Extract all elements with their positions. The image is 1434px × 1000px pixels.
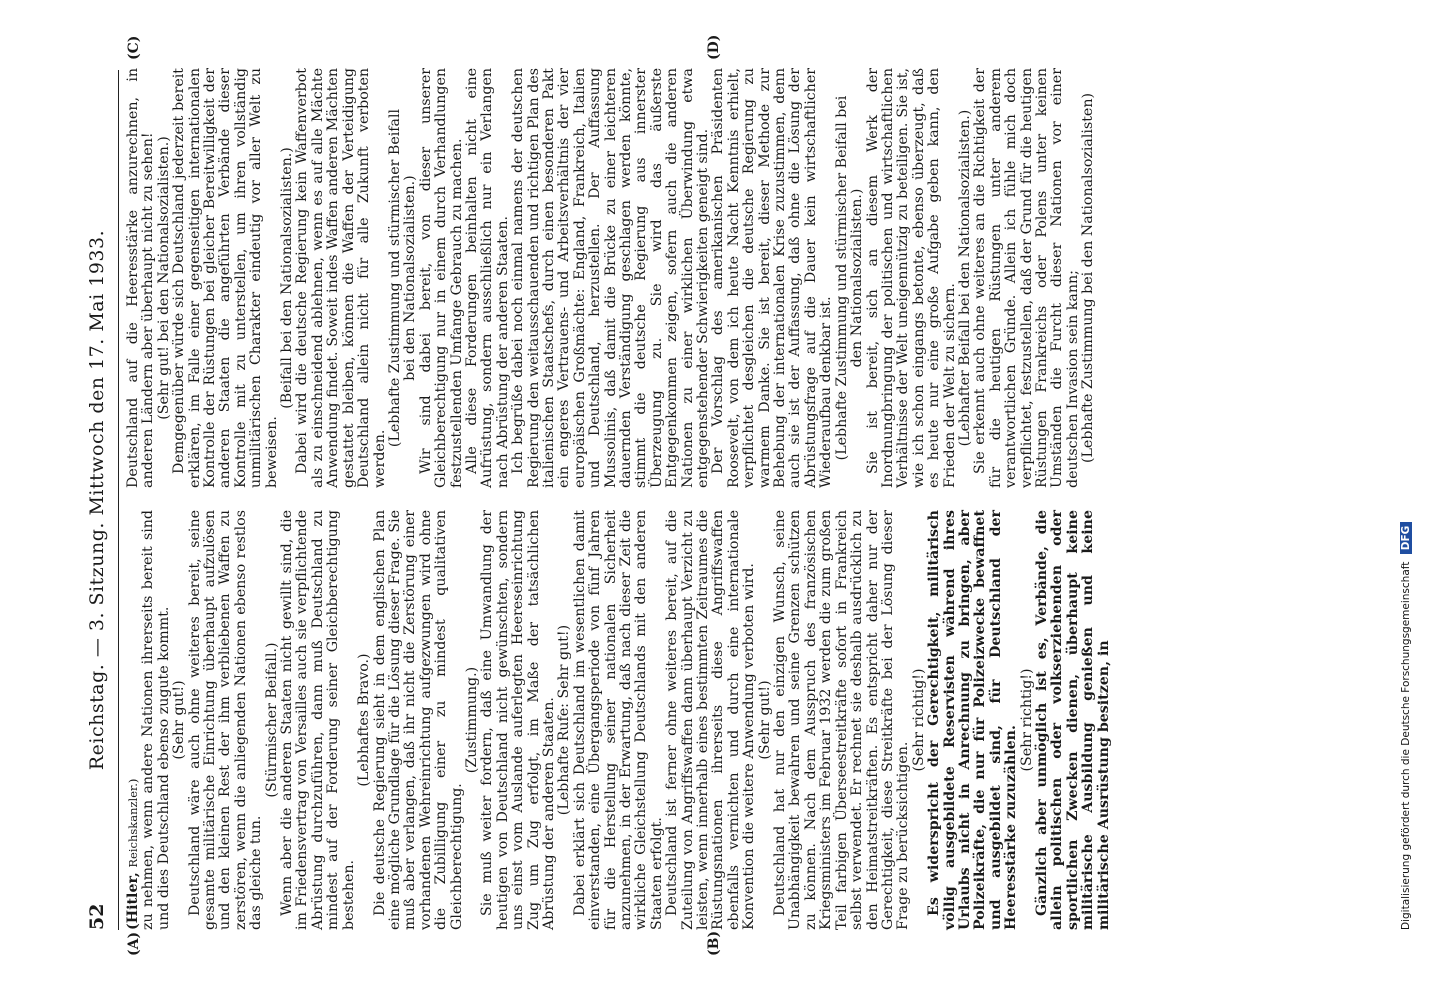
stage-direction: (Sehr richtig!) xyxy=(910,668,927,772)
paragraph: Ich begrüße dabei noch einmal namens der deutschen Regierung den weitausschauenden und richtigen Plan des italienischen Staatschefs, durch einen besonderen Pakt ein engeres Vertrauens- und Arbeitsverhältnis der vier europäischen Großmächte: England, Frankreich, Italien und Deutschland, herzustellen. Der Auffassung Mussolinis, daß damit die Brücke zu einer leichteren dauernden Verständigung geschlagen werden könnte, stimmt die deutsche Regierung aus innerster Überzeugung zu. Sie wird das äußerste Entgegenkommen zeigen, sofern auch die anderen Nationen zu einer wirklichen Überwindung etwa entgegenstehender Schwierigkeiten geneigt sind. xyxy=(510,68,712,488)
paragraph: Deutschland ist ferner ohne weiteres bereit, auf die Zuteilung von Angriffswaffen dann überhaupt Verzicht zu leisten, wenn innerhalb eines bestimmten Zeitraumes die Rüstungsnationen ihrerseits diese Angriffswaffen ebenfalls vernichten und durch eine internationale Konvention die weitere Anwendung verboten wird. xyxy=(664,510,758,930)
stage-direction: (Lebhafte Zustimmung und stürmischer Beifall xyxy=(386,108,403,448)
stage-direction: (Sehr gut!) xyxy=(171,680,188,760)
paragraph: Sie erkennt auch ohne weiteres an die Richtigkeit der für die heutigen Rüstungen unter anderem verantwortlichen Gründe. Allein ich fühle mich doch verpflichtet, festzustellen, daß der Grund für die heutigen Rüstungen Frankreichs oder Polens unter keinen Umständen die Furcht dieser Nationen vor einer deutschen Invasion sein kann; xyxy=(972,68,1081,488)
stage-direction: (Beifall bei den Nationalsozialisten.) xyxy=(279,147,296,409)
stage-direction: bei den Nationalsozialisten.) xyxy=(402,175,419,381)
page-header xyxy=(78,70,119,930)
paragraph: Der Vorschlag des amerikanischen Präsidenten Roosevelt, von dem ich heute Nacht Kenntnis erhielt, verpflichtet desgleichen die deutsche Regierung zu warmem Danke. Sie ist bereit, dieser Methode zur Behebung der internationalen Krise zuzustimmen, denn auch sie ist der Auffassung, daß ohne die Lösung der Abrüstungsfrage auf die Dauer kein wirtschaftlicher Wiederaufbau denkbar ist. xyxy=(710,68,835,488)
paragraph: Sie muß weiter fordern, daß eine Umwandlung der heutigen von Deutschland nicht gewünschten, sondern uns einst vom Auslande auferlegten Heereseinrichtung Zug um Zug erfolgt, im Maße der tatsächlichen Abrüstung der anderen Staaten. xyxy=(479,510,557,930)
paragraph: Wenn aber die anderen Staaten nicht gewillt sind, die im Friedensvertrag von Versailles auch sie verpflichtende Abrüstung durchzuführen, dann muß Deutschland zu mindest auf der Forderung seiner Gleichberechtigung bestehen. xyxy=(279,510,357,930)
paragraph: Sie ist bereit, sich an diesem Werk der Inordnungbringung der politischen und wirtschaftlichen Verhältnisse der Welt uneigennützig zu beteiligen. Sie ist, wie ich schon eingangs betonte, ebenso überzeugt, daß es heute nur eine große Aufgabe geben kann, den Frieden der Welt zu sichern. xyxy=(864,68,958,488)
stage-direction: den Nationalsozialisten.) xyxy=(849,188,866,368)
paragraph: Deutschland auf die Heeresstärke anzurechnen, in anderen Ländern aber überhaupt nicht zu sehen! xyxy=(125,68,157,488)
stage-direction: (Lebhafte Zustimmung bei den Nationalsozialisten) xyxy=(1080,92,1097,464)
paragraph: Die deutsche Regierung sieht in dem englischen Plan eine mögliche Grundlage für die Lösung dieser Frage. Sie muß aber verlangen, daß ihr nicht die Zerstörung einer vorhandenen Wehreinrichtung aufgezwungen wird ohne die Zubilligung einer zu mindest qualitativen Gleichberechtigung. xyxy=(371,510,465,930)
stage-direction: (Lebhafte Rufe: Sehr gut!) xyxy=(556,624,573,816)
margin-marker-c: (C) xyxy=(126,35,142,60)
speaker-name: (Hitler, xyxy=(125,872,141,930)
stage-direction: (Stürmischer Beifall.) xyxy=(263,642,280,798)
page-title: Reichstag. — 3. Sitzung. Mittwoch den 17. Mai 1933. xyxy=(86,229,108,771)
dfg-logo: DFG xyxy=(1400,522,1412,555)
stage-direction: (Zustimmung.) xyxy=(463,666,480,774)
paragraph: Deutschland hat nur den einzigen Wunsch, seine Unabhängigkeit bewahren und seine Grenzen schützen zu können. Nach dem Ausspruch des französischen Kriegsministers im Februar 1932 werden die zum großen Teil farbigen Überseestreitkräfte sofort in Frankreich selbst verwendet. Er rechnet sie deshalb ausdrücklich zu den Heimatstreitkräften. Es entspricht daher nur der Gerechtigkeit, diese Streitkräfte bei der Lösung dieser Frage zu berücksichtigen. xyxy=(772,510,912,930)
left-column xyxy=(126,510,1112,930)
stage-direction: (Sehr gut! bei den Nationalsozialisten.) xyxy=(155,136,172,420)
paragraph: Dabei erklärt sich Deutschland im wesentlichen damit einverstanden, eine Übergangsperiode von fünf Jahren für die Herstellung seiner nationalen Sicherheit anzunehmen, in der Erwartung, daß nach dieser Zeit die wirkliche Gleichstellung Deutschlands mit den anderen Staaten erfolgt. xyxy=(571,510,665,930)
page-number: 52 xyxy=(86,903,108,930)
stage-direction: (Lebhafter Beifall bei den Nationalsozialisten.) xyxy=(956,109,973,447)
paragraph: Dabei wird die deutsche Regierung kein Waffenverbot als zu einschneidend ablehnen, wenn es auf alle Mächte Anwendung findet. Soweit indes Waffen anderen Mächten gestattet bleiben, können die Waffen der Verteidigung Deutschland allein nicht für alle Zukunft verboten werden. xyxy=(294,68,388,488)
margin-marker-b: (B) xyxy=(706,930,722,956)
paragraph: Wir sind dabei bereit, von dieser unserer Gleichberechtigung nur in einem durch Verhandlungen festzustellenden Umfange Gebrauch zu machen. xyxy=(417,68,465,488)
stage-direction: (Lebhafte Zustimmung und stürmischer Beifall bei xyxy=(833,95,850,461)
paragraph-emphasis: Gänzlich aber unmöglich ist es, Verbände, die allein politischen oder volkserziehenden oder sportlichen Zwecken dienen, überhaupt keine militärische Ausbildung genießen und keine militärische Ausrüstung besitzen, in xyxy=(1033,510,1112,930)
paragraph: zu nehmen, wenn andere Nationen ihrerseits bereit sind und dies Deutschland ebenso zugute kommt. xyxy=(140,510,172,930)
margin-marker-a: (A) xyxy=(126,931,142,956)
funding-note xyxy=(1400,70,1412,930)
paragraph: Demgegenüber würde sich Deutschland jederzeit bereit erklären, im Falle einer gegenseitigen internationalen Kontrolle der Rüstungen bei gleicher Bereitwilligkeit der anderen Staaten die angeführten Verbände dieser Kontrolle mit zu unterstellen, um ihren vollständig unmilitärischen Charakter eindeutig vor aller Welt zu beweisen. xyxy=(171,68,280,488)
margin-marker-d: (D) xyxy=(706,34,722,60)
paragraph: Alle diese Forderungen beinhalten nicht eine Aufrüstung, sondern ausschließlich nur ein Verlangen nach Abrüstung der anderen Staaten. xyxy=(463,68,511,488)
right-column xyxy=(126,68,1097,488)
stage-direction: (Lebhaftes Bravo.) xyxy=(356,653,373,787)
speaker-line xyxy=(126,510,141,930)
stage-direction: (Sehr gut!) xyxy=(756,680,773,760)
stage-direction: (Sehr richtig!) xyxy=(1018,668,1035,772)
paragraph-emphasis: Es widerspricht der Gerechtigkeit, militärisch völlig ausgebildete Reservisten während ihres Urlaubs nicht in Anrechnung zu bringen, aber Polizeikräfte, die nur für Polizeizwecke bewaffnet und ausgebildet sind, für Deutschland der Heeresstärke zuzuzählen. xyxy=(926,510,1020,930)
speaker-role: Reichskanzler.) xyxy=(126,778,140,868)
paragraph: Deutschland wäre auch ohne weiteres bereit, seine gesamte militärische Einrichtung überhaupt aufzulösen und den kleinen Rest der ihm verbliebenen Waffen zu zerstören, wenn die anliegenden Nationen ebenso restlos das gleiche tun. xyxy=(186,510,265,930)
funding-text: Digitalisierung gefördert durch die Deutsche Forschungsgemeinschaft xyxy=(1400,561,1412,930)
